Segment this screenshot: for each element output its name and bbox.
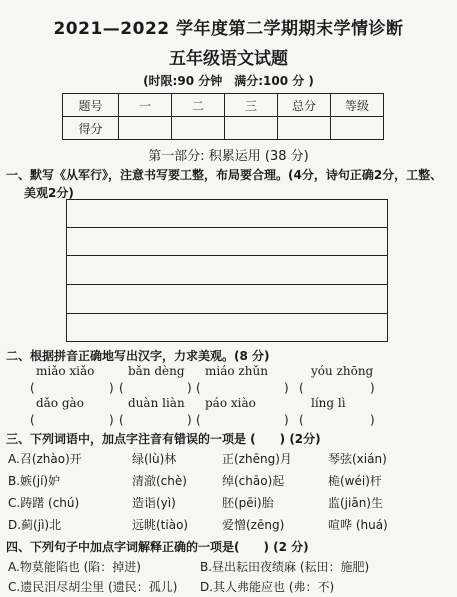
answer-paren-open: (: [299, 381, 304, 395]
option-word: 胚(pēi)胎: [222, 496, 274, 510]
answer-paren-open: (: [119, 413, 124, 427]
answer-paren-close: ): [187, 413, 192, 427]
answer-paren-open: (: [119, 381, 124, 395]
score-table: [62, 93, 384, 140]
score-cell: 一: [119, 94, 172, 117]
answer-paren-close: ): [370, 413, 375, 427]
option-b: B.昼出耘田夜绩麻 (耘田：施肥): [200, 560, 370, 574]
score-cell: 三: [225, 94, 278, 117]
time-info: (时限:90 分钟 满分:100 分 ): [143, 74, 314, 88]
option-c: C.遗民泪尽胡尘里 (遗民：孤儿): [8, 580, 178, 594]
option-d: D.蓟(jì)北: [8, 518, 62, 532]
answer-paren-open: (: [30, 413, 35, 427]
question-4-text: 四、下列句子中加点字词解释正确的一项是( ) (2 分): [6, 540, 309, 554]
pinyin: páo xiào: [205, 396, 256, 410]
option-word: 造诣(yì): [132, 496, 176, 510]
score-cell[interactable]: [331, 117, 384, 140]
question-1-text-cont: 美观2分): [24, 186, 74, 200]
option-c: C.踌躇 (chú): [8, 496, 80, 510]
writing-line: [67, 255, 387, 256]
score-cell: 二: [172, 94, 225, 117]
option-word: 爱憎(zēng): [222, 518, 285, 532]
score-cell[interactable]: [225, 117, 278, 140]
answer-paren-close: ): [187, 381, 192, 395]
option-a: A.召(zhào)开: [8, 452, 82, 466]
writing-line: [67, 227, 387, 228]
answer-paren-open: (: [196, 413, 201, 427]
exam-title: 2021—2022 学年度第二学期期末学情诊断: [53, 19, 404, 39]
score-table-score-row: [63, 117, 384, 140]
option-d: D.其人弗能应也 (弗：不): [200, 580, 335, 594]
option-word: 绿(lù)林: [132, 452, 177, 466]
option-word: 琴弦(xián): [328, 452, 387, 466]
answer-paren-close: ): [109, 381, 114, 395]
answer-paren-open: (: [30, 381, 35, 395]
option-word: 绰(chāo)起: [222, 474, 285, 488]
pinyin: yóu zhōng: [311, 364, 374, 378]
score-cell[interactable]: [278, 117, 331, 140]
score-cell: 等级: [331, 94, 384, 117]
writing-line: [67, 313, 387, 314]
pinyin: duàn liàn: [128, 396, 185, 410]
answer-paren-close: ): [109, 413, 114, 427]
question-3-text: 三、下列词语中，加点字注音有错误的一项是 ( ) (2分): [6, 432, 321, 446]
answer-paren-close: ): [284, 381, 289, 395]
answer-paren-close: ): [284, 413, 289, 427]
pinyin: bǎn dèng: [128, 364, 185, 378]
option-word: 正(zhēng)月: [222, 452, 292, 466]
score-table-header-row: [63, 94, 384, 117]
answer-paren-open: (: [299, 413, 304, 427]
option-a: A.物莫能陷也 (陷：掉进): [8, 560, 141, 574]
score-cell[interactable]: [172, 117, 225, 140]
question-1-text: 一、默写《从军行》，注意书写要工整，布局要合理。(4分，诗句正确2分，工整、: [6, 168, 443, 182]
option-word: 喧哗 (huá): [328, 518, 388, 532]
answer-paren-open: (: [196, 381, 201, 395]
option-word: 远眺(tiào): [132, 518, 189, 532]
option-b: B.嫉(jí)妒: [8, 474, 61, 488]
part-heading: 第一部分: 积累运用 (38 分): [148, 149, 309, 164]
option-word: 清澈(chè): [132, 474, 187, 488]
pinyin: miǎo xiǎo: [36, 364, 95, 378]
pinyin: miáo zhǔn: [205, 364, 268, 378]
option-word: 桅(wéi)杆: [328, 474, 382, 488]
exam-subtitle: 五年级语文试题: [169, 49, 288, 69]
pinyin: dǎo gào: [36, 396, 84, 410]
question-2-text: 二、根据拼音正确地写出汉字，力求美观。(8 分): [6, 349, 270, 363]
score-cell[interactable]: [119, 117, 172, 140]
pinyin: líng lì: [311, 396, 346, 410]
writing-line: [67, 284, 387, 285]
poem-writing-box[interactable]: [66, 199, 388, 342]
score-cell: 题号: [63, 94, 119, 117]
answer-paren-close: ): [370, 381, 375, 395]
option-word: 监(jiān)生: [328, 496, 383, 510]
score-cell: 得分: [63, 117, 119, 140]
score-cell: 总分: [278, 94, 331, 117]
